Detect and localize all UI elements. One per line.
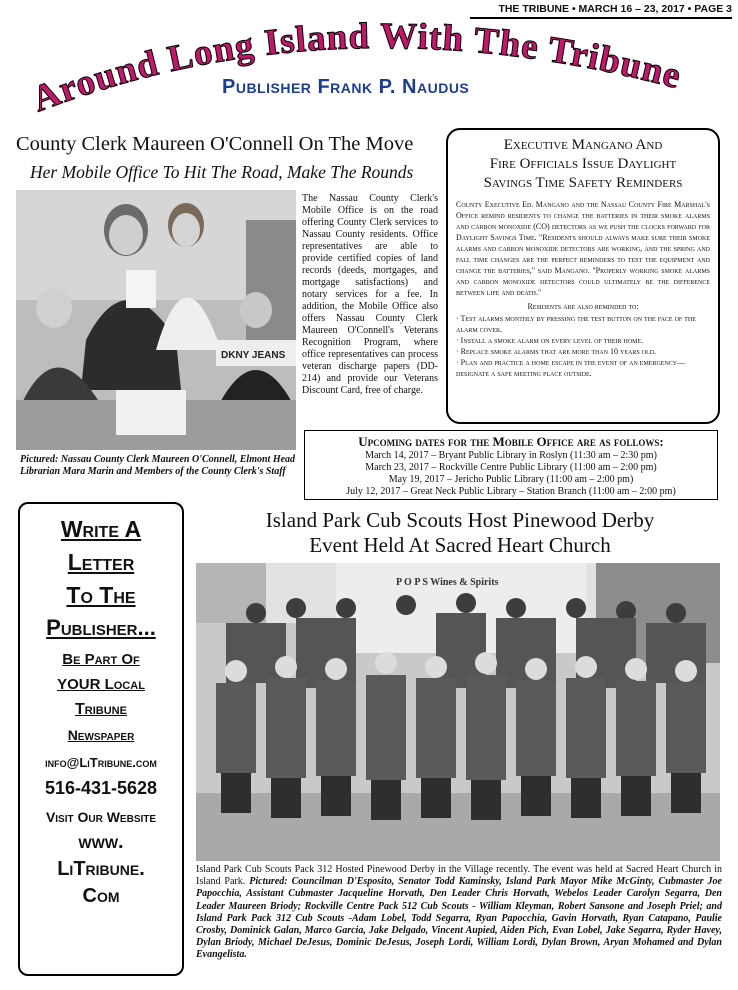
letter-visit: Visit Our Website	[45, 809, 157, 825]
letter-line: YOUR Local	[57, 676, 145, 693]
letter-line: Write A	[60, 516, 142, 542]
publication-line: THE TRIBUNE • MARCH 16 – 23, 2017 • PAGE 3	[498, 3, 732, 15]
article3-caption-names: Pictured: Councilman D'Esposito, Senator Todd Kaminsky, Island Park Mayor Mike McGinty, Cubmaster Joe Papocchia, Assistant Cubmaster Jacqueline Horvath, Den Leader Chris Horvath, Webelos Leader Carolyn Segarra, Den Leader Maureen Briody; Rockville Centre Pack 512 Cub Scouts - William Kleyman, Robert Sansone and Joseph Priel; and Island Park Pack 312 Cub Scouts -Adam Lobel, Todd Segarra, Ryan Papocchia, Gavin Horvath, Ryan Catapano, Paulie Crosby, Dominick Galan, Marco Garcia, Jake Delgado, Vincent Aupied, Aiden Pich, Evan Lobel, Jake Segarra, Ryder Havey, Dylan Briody, Michael DeJesus, Dominic DeJesus, Joseph Lordi, William Lordi, Dylan Brown, Aryan Mohamed and Dylan Evangelista.	[196, 876, 722, 961]
article2-headline-3: Savings Time Safety Reminders	[483, 175, 683, 191]
article2-body: County Executive Ed. Mangano and the Nassau County Fire Marshal's Office remind residents to change the batteries in their smoke alarms and carbon monoxide (CO) detectors as we push the clocks forward for Daylight Savings Time. "Residents should always make sure their smoke alarms and carbon monoxide detectors are working, and the spring and fall time changes are the perfect reminders to test the equipment and change the batteries," said Mangano. "Properly working smoke alarms and carbon monoxide detectors could ultimately be the difference between life and death."	[456, 200, 710, 297]
reminder-item: · Plan and practice a home escape in the event of an emergency—designate a safe meeting place outside.	[456, 358, 686, 378]
article3-headline	[196, 508, 724, 558]
letter-line: Tribune	[75, 701, 127, 718]
article3-caption-intro: Island Park Cub Scouts Pack 312 Hosted Pinewood Derby in the Village recently. The event was held at Sacred Heart Church in Island Park.	[196, 864, 722, 888]
letter-line: Letter	[67, 549, 135, 575]
mobile-date: March 23, 2017 – Rockville Centre Public Library (11:00 am – 2:00 pm)	[365, 462, 657, 473]
mobile-date: July 12, 2017 – Great Neck Public Library – Station Branch (11:00 am – 2:00 pm)	[346, 486, 676, 497]
article2-headline-2: Fire Officials Issue Daylight	[489, 156, 677, 172]
mobile-date: March 14, 2017 – Bryant Public Library in Roslyn (11:30 am – 2:30 pm)	[365, 450, 657, 461]
reminder-item: · Test alarms monthly by pressing the test button on the face of the alarm cover.	[456, 314, 696, 334]
letter-phone: 516-431-5628	[44, 778, 158, 798]
letter-site-com[interactable]: Com	[82, 885, 120, 907]
article1-body: The Nassau County Clerk's Mobile Office is on the road offering County Clerk services to Nassau County residents. Office representatives are able to provide certified copies of land records (deeds, mortgages, and mortgage satisfactions) and notary services for a fee. In addition, the Mobile Office also offers Nassau County Clerk Maureen O'Connell's Veterans Recognition Program, where office representatives can process veteran discharge papers (DD-214) and provide our Veterans Discount Card, free of charge.	[302, 193, 438, 396]
letter-line: To The	[66, 582, 136, 608]
article1-caption: Pictured: Nassau County Clerk Maureen O'Connell, Elmont Head Librarian Mara Marin and Members of the County Clerk's Staff	[20, 454, 296, 477]
article1-photo	[16, 190, 296, 450]
daylight-savings-box	[446, 128, 720, 424]
letter-site[interactable]: LiTribune.	[57, 858, 145, 880]
mobile-date: May 19, 2017 – Jericho Public Library (11:00 am – 2:00 pm)	[388, 474, 634, 485]
article1-subhead: Her Mobile Office To Hit The Road, Make The Rounds	[30, 162, 414, 182]
article2-headline-1: Executive Mangano And	[503, 137, 663, 153]
mobile-dates-title: Upcoming dates for the Mobile Office are as follows:	[358, 434, 664, 449]
article2-reminder-intro: Residents are also reminded to:	[527, 302, 639, 311]
reminder-list	[456, 313, 710, 379]
letter-line: Publisher...	[46, 615, 156, 640]
banner-title	[18, 12, 718, 122]
cub-scouts-photo-art	[196, 563, 720, 861]
article1-headline: County Clerk Maureen O'Connell On The Move	[16, 133, 414, 155]
letter-www[interactable]: www.	[78, 831, 124, 853]
svg-text:Around Long Island With The Tr	[27, 16, 686, 120]
mobile-office-dates-box	[304, 430, 718, 500]
photo-sign: DKNY JEANS	[221, 350, 286, 361]
letter-line: Newspaper	[67, 727, 135, 743]
photo-banner-text: P O P S Wines & Spirits	[396, 577, 499, 588]
reminder-item: · Install a smoke alarm on every level of their home.	[456, 336, 644, 345]
article3-headline-2: Event Held At Sacred Heart Church	[309, 533, 611, 557]
article3-headline-1: Island Park Cub Scouts Host Pinewood Derby	[265, 508, 655, 532]
reminder-item: · Replace smoke alarms that are more than 10 years old.	[456, 347, 657, 356]
letter-line: Be Part Of	[62, 651, 140, 668]
write-letter-box	[18, 502, 184, 976]
letter-email[interactable]: info@LiTribune.com	[45, 755, 157, 770]
cub-scouts-photo	[196, 563, 720, 861]
publisher-name: Publisher Frank P. Naudus	[222, 76, 470, 98]
banner-title-text: Around Long Island With The Tribune	[26, 15, 686, 121]
article3-caption	[196, 864, 722, 962]
clerk-staff-photo	[16, 190, 296, 450]
